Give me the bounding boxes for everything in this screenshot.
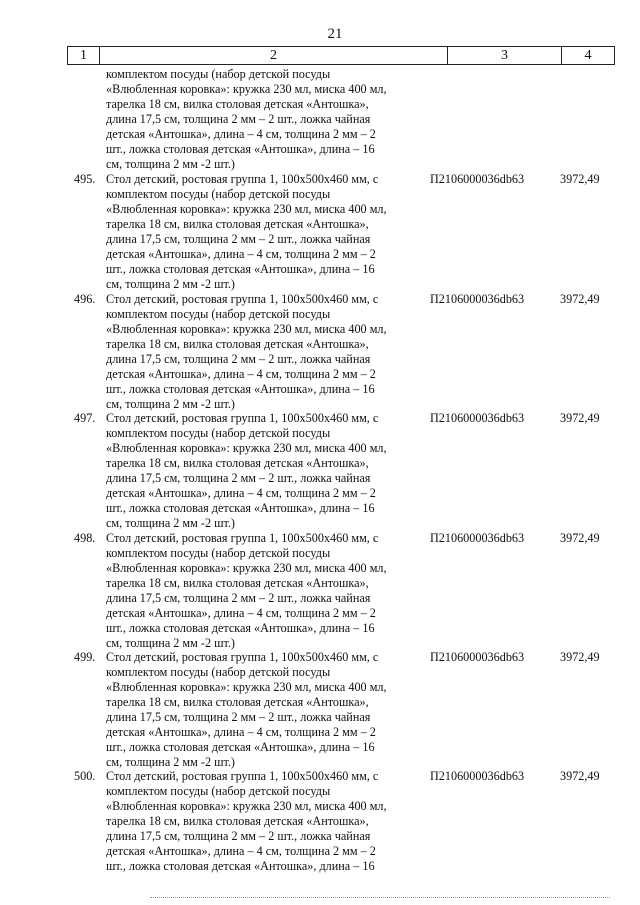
row-price: 3972,49 (560, 531, 600, 545)
row-description: Стол детский, ростовая группа 1, 100x500x460 мм, с комплектом посуды (набор детской посуды «Влюбленная коровка»: кружка 230 мл, миска 400 мл, тарелка 18 см, вилка столовая детская «Антошка», длина 17,5 см, толщина 2 мм – 2 шт., ложка чайная детская «Антошка», длина – 4 см, толщина 2 мм – 2 шт., ложка столовая детская «Антошка», длина – 16 см, толщина 2 мм -2 шт.) (106, 292, 387, 411)
row-number: 500. (74, 769, 96, 783)
table-row (67, 172, 627, 292)
row-number: 498. (74, 531, 96, 545)
row-price: 3972,49 (560, 411, 600, 425)
row-number: 496. (74, 292, 96, 306)
row-price: 3972,49 (560, 172, 600, 186)
header-row (67, 46, 615, 65)
continuation-text: комплектом посуды (набор детской посуды «Влюбленная коровка»: кружка 230 мл, миска 400 мл, тарелка 18 см, вилка столовая детская «Антошка», длина 17,5 см, толщина 2 мм – 2 шт., ложка чайная детская «Антошка», длина – 4 см, толщина 2 мм – 2 шт., ложка столовая детская «Антошка», длина – 16 см, толщина 2 мм -2 шт.) (106, 67, 387, 171)
row-price: 3972,49 (560, 650, 600, 664)
page-bottom-edge (150, 897, 610, 898)
table-row (67, 411, 627, 531)
row-price: 3972,49 (560, 769, 600, 783)
row-code: П2106000036db63 (430, 769, 525, 783)
row-number: 495. (74, 172, 96, 186)
header-col-3: 3 (448, 47, 562, 64)
header-col-4: 4 (584, 48, 592, 63)
row-code: П2106000036db63 (430, 292, 525, 306)
row-code: П2106000036db63 (430, 411, 525, 425)
row-code: П2106000036db63 (430, 172, 525, 186)
table-row (67, 769, 627, 889)
table-row (67, 650, 627, 770)
table-row (67, 531, 627, 651)
row-number: 499. (74, 650, 96, 664)
row-description: Стол детский, ростовая группа 1, 100x500x460 мм, с комплектом посуды (набор детской посуды «Влюбленная коровка»: кружка 230 мл, миска 400 мл, тарелка 18 см, вилка столовая детская «Антошка», длина 17,5 см, толщина 2 мм – 2 шт., ложка чайная детская «Антошка», длина – 4 см, толщина 2 мм – 2 шт., ложка столовая детская «Антошка», длина – 16 см, толщина 2 мм -2 шт.) (106, 411, 387, 530)
row-description: Стол детский, ростовая группа 1, 100x500x460 мм, с комплектом посуды (набор детской посуды «Влюбленная коровка»: кружка 230 мл, миска 400 мл, тарелка 18 см, вилка столовая детская «Антошка», длина 17,5 см, толщина 2 мм – 2 шт., ложка чайная детская «Антошка», длина – 4 см, толщина 2 мм – 2 шт., ложка столовая детская «Антошка», длина – 16 см, толщина 2 мм -2 шт.) (106, 172, 387, 291)
row-code: П2106000036db63 (430, 531, 525, 545)
header-col-2: 2 (100, 47, 448, 64)
table-row (67, 292, 627, 412)
row-description: Стол детский, ростовая группа 1, 100x500x460 мм, с комплектом посуды (набор детской посуды «Влюбленная коровка»: кружка 230 мл, миска 400 мл, тарелка 18 см, вилка столовая детская «Антошка», длина 17,5 см, толщина 2 мм – 2 шт., ложка чайная детская «Антошка», длина – 4 см, толщина 2 мм – 2 шт., ложка столовая детская «Антошка», длина – 16 см, толщина 2 мм -2 шт.) (106, 650, 387, 769)
row-price: 3972,49 (560, 292, 600, 306)
row-description: Стол детский, ростовая группа 1, 100x500x460 мм, с комплектом посуды (набор детской посуды «Влюбленная коровка»: кружка 230 мл, миска 400 мл, тарелка 18 см, вилка столовая детская «Антошка», длина 17,5 см, толщина 2 мм – 2 шт., ложка чайная детская «Антошка», длина – 4 см, толщина 2 мм – 2 шт., ложка столовая детская «Антошка», длина – 16 см, толщина 2 мм -2 шт.) (106, 531, 387, 650)
header-col-1: 1 (68, 47, 100, 64)
row-code: П2106000036db63 (430, 650, 525, 664)
row-number: 497. (74, 411, 96, 425)
row-description: Стол детский, ростовая группа 1, 100x500x460 мм, с комплектом посуды (набор детской посуды «Влюбленная коровка»: кружка 230 мл, миска 400 мл, тарелка 18 см, вилка столовая детская «Антошка», длина 17,5 см, толщина 2 мм – 2 шт., ложка чайная детская «Антошка», длина – 4 см, толщина 2 мм – 2 шт., ложка столовая детская «Антошка», длина – 16 (106, 769, 387, 873)
page-number: 21 (327, 26, 343, 42)
table-header (67, 46, 615, 65)
